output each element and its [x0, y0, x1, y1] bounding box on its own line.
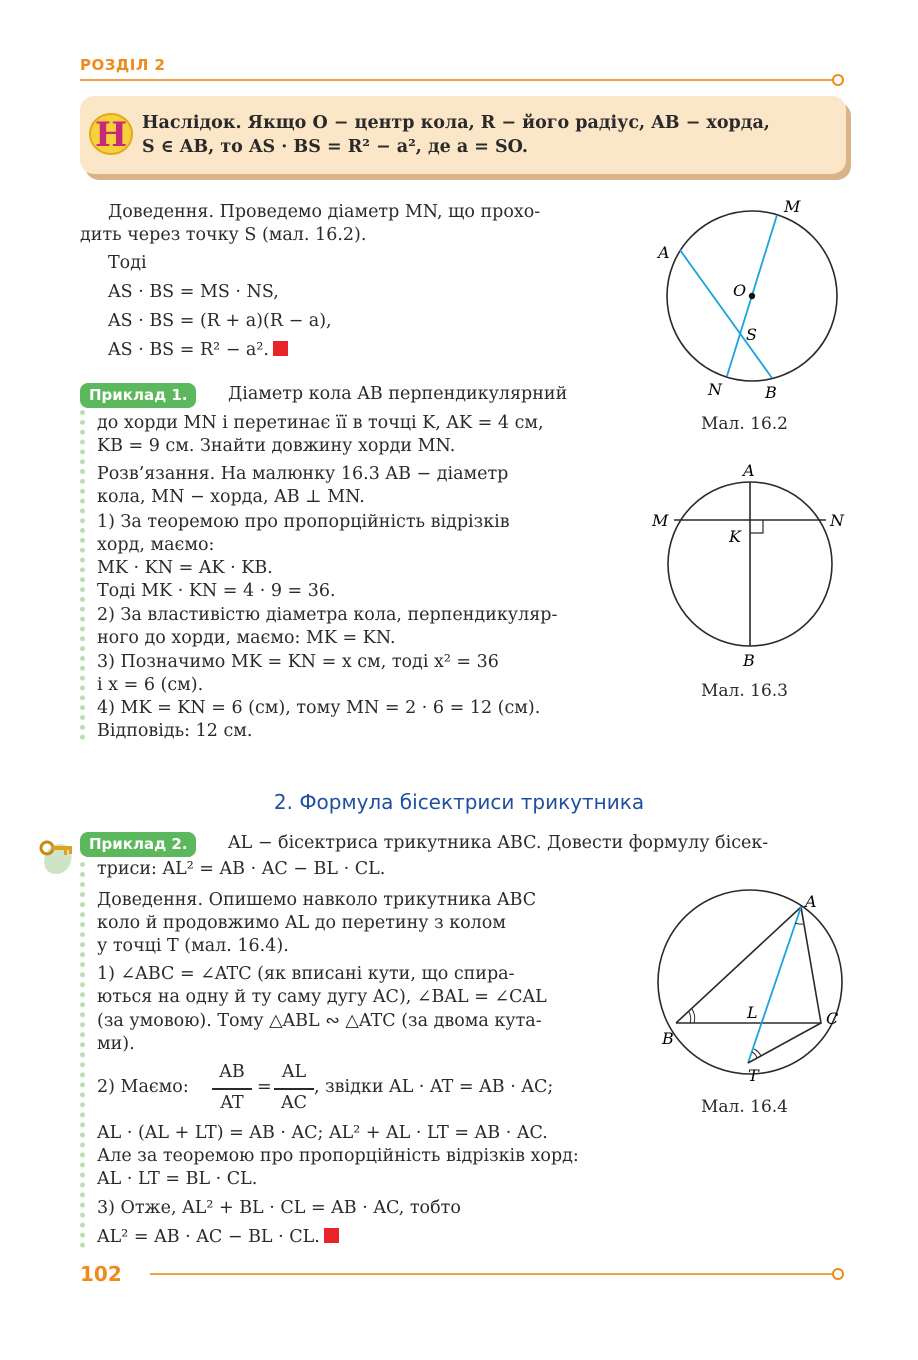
example2-proof-5: ються на одну й ту саму дугу AC), ∠BAL = ∠CAL	[97, 987, 547, 1007]
example2-proof-4: 1) ∠ABC = ∠ATC (як вписані кути, що спира-	[97, 964, 515, 984]
example1-step-1c: MK · KN = AK · KB.	[97, 558, 273, 578]
key-icon	[36, 828, 84, 876]
fraction-2-bar	[274, 1088, 314, 1090]
example2-task-1: AL − бісектриса трикутника ABC. Довести формулу бісек-	[228, 833, 769, 853]
fig163-label-n: N	[830, 511, 844, 530]
example2-proof-1: Доведення. Опишемо навколо трикутника ABC	[97, 890, 537, 910]
example2-proof-11: AL · LT = BL · CL.	[97, 1169, 258, 1189]
fig164-label-a: A	[805, 892, 817, 911]
example1-step-4: 4) MK = KN = 6 (см), тому MN = 2 · 6 = 12 (см).	[97, 698, 541, 718]
fig164-angle-b-mark-2	[689, 1012, 691, 1023]
figure-16-2	[650, 192, 860, 412]
fig164-angle-b-mark	[692, 1009, 695, 1023]
fig164-bisector-at	[748, 907, 801, 1063]
fig162-label-b: B	[765, 383, 777, 402]
example2-step2-prefix: 2) Маємо:	[97, 1077, 189, 1097]
example2-proof-9: AL · (AL + LT) = AB · AC; AL² + AL · LT = AB · AC.	[97, 1123, 548, 1143]
example1-answer: Відповідь: 12 см.	[97, 721, 253, 741]
example1-step-2a: 2) За властивістю діаметра кола, перпендикуляр-	[97, 605, 558, 625]
proof1-line-1: Доведення. Проведемо діаметр MN, що прохо-	[108, 202, 541, 222]
fig163-label-a: A	[743, 461, 755, 480]
header-rule-ring-icon	[832, 74, 844, 86]
proof1-eq-3-text: AS · BS = R² − a².	[108, 340, 269, 360]
example1-solution-2: кола, MN − хорда, AB ⊥ MN.	[97, 487, 365, 507]
example2-task-2: триси: AL² = AB · AC − BL · CL.	[97, 859, 386, 879]
example2-proof-2: коло й продовжимо AL до перетину з колом	[97, 913, 506, 933]
corollary-badge-icon	[88, 112, 134, 156]
example2-proof-12: 3) Отже, AL² + BL · CL = AB · AC, тобто	[97, 1198, 461, 1218]
figure-16-3	[650, 456, 860, 676]
example2-dotted-rule	[80, 862, 85, 1248]
fig162-label-o: O	[733, 281, 747, 300]
fig163-caption: Мал. 16.3	[701, 681, 789, 701]
fig164-angle-t-mark-2	[752, 1052, 757, 1058]
end-of-proof-marker	[273, 341, 288, 356]
fraction-1-numerator: AB	[219, 1062, 245, 1082]
fig162-label-a: A	[658, 243, 670, 262]
example2-proof-7: ми).	[97, 1034, 135, 1054]
fraction-1-denominator: AT	[220, 1093, 244, 1113]
example2-proof-13	[97, 1226, 339, 1250]
corollary-line-1: Наслідок. Якщо O − центр кола, R − його радіус, AB − хорда,	[142, 113, 770, 133]
fraction-2-numerator: AL	[281, 1062, 307, 1082]
proof1-eq-1: AS · BS = MS · NS,	[108, 282, 279, 302]
example1-step-1d: Тоді MK · KN = 4 · 9 = 36.	[97, 581, 336, 601]
fig162-center-dot	[749, 293, 755, 299]
proof1-then: Тоді	[108, 253, 147, 273]
corollary-badge-letter: Н	[94, 115, 128, 155]
example2-proof-6: (за умовою). Тому △ABL ∾ △ATC (за двома кута-	[97, 1011, 542, 1031]
example1-dotted-rule	[80, 410, 85, 740]
example1-step-2b: ного до хорди, маємо: MK = KN.	[97, 628, 396, 648]
example1-task-2: до хорди MN і перетинає її в точці K, AK = 4 см,	[97, 413, 544, 433]
fig164-label-t: T	[748, 1066, 759, 1085]
fig163-label-b: B	[743, 651, 755, 670]
fig164-label-b: B	[662, 1029, 674, 1048]
example1-solution-1: Розв’язання. На малюнку 16.3 AB − діаметр	[97, 464, 509, 484]
fig162-label-m: M	[784, 197, 801, 216]
example1-step-1a: 1) За теоремою про пропорційність відрізків	[97, 512, 510, 532]
proof1-eq-3	[108, 339, 288, 363]
example2-proof-13-text: AL² = AB · AC − BL · CL.	[97, 1227, 320, 1247]
footer-rule-ring-icon	[832, 1268, 844, 1280]
fig162-label-n: N	[708, 380, 722, 399]
corollary-line-2: S ∈ AB, то AS · BS = R² − a², де a = SO.	[142, 137, 528, 157]
example1-task-1: Діаметр кола AB перпендикулярний	[228, 384, 568, 404]
fig164-caption: Мал. 16.4	[701, 1097, 789, 1117]
example1-step-3b: і x = 6 (см).	[97, 675, 204, 695]
fig163-right-angle	[750, 520, 763, 533]
fig164-angle-a-mark	[795, 923, 803, 924]
fig164-label-l: L	[747, 1003, 758, 1022]
fig163-label-m: M	[652, 511, 669, 530]
fig162-label-s: S	[746, 325, 757, 344]
fig163-label-k: K	[729, 527, 741, 546]
figure-16-4	[650, 882, 860, 1092]
example1-step-3a: 3) Позначимо MK = KN = x см, тоді x² = 36	[97, 652, 499, 672]
section-label: РОЗДІЛ 2	[80, 56, 166, 74]
example2-pill: Приклад 2.	[80, 832, 196, 857]
fraction-2-denominator: AC	[280, 1093, 308, 1113]
proof1-eq-2: AS · BS = (R + a)(R − a),	[108, 311, 332, 331]
example1-task-3: KB = 9 см. Знайти довжину хорди MN.	[97, 436, 456, 456]
corollary-text	[142, 111, 842, 159]
page-number: 102	[80, 1262, 122, 1286]
example1-pill: Приклад 1.	[80, 383, 196, 408]
example2-proof-3: у точці T (мал. 16.4).	[97, 936, 289, 956]
fraction-1-bar	[212, 1088, 252, 1090]
fig164-label-c: C	[826, 1009, 839, 1028]
fraction-equals: =	[257, 1077, 272, 1097]
section-heading: 2. Формула бісектриси трикутника	[273, 790, 645, 814]
example1-step-1b: хорд, маємо:	[97, 535, 215, 555]
footer-rule	[150, 1273, 834, 1275]
proof1-line-2: дить через точку S (мал. 16.2).	[80, 225, 367, 245]
fig162-caption: Мал. 16.2	[701, 414, 789, 434]
example2-proof-10: Але за теоремою про пропорційність відрізків хорд:	[97, 1146, 579, 1166]
header-rule	[80, 79, 834, 81]
example2-step2-suffix: , звідки AL · AT = AB · AC;	[314, 1077, 554, 1097]
end-of-proof-marker-2	[324, 1228, 339, 1243]
